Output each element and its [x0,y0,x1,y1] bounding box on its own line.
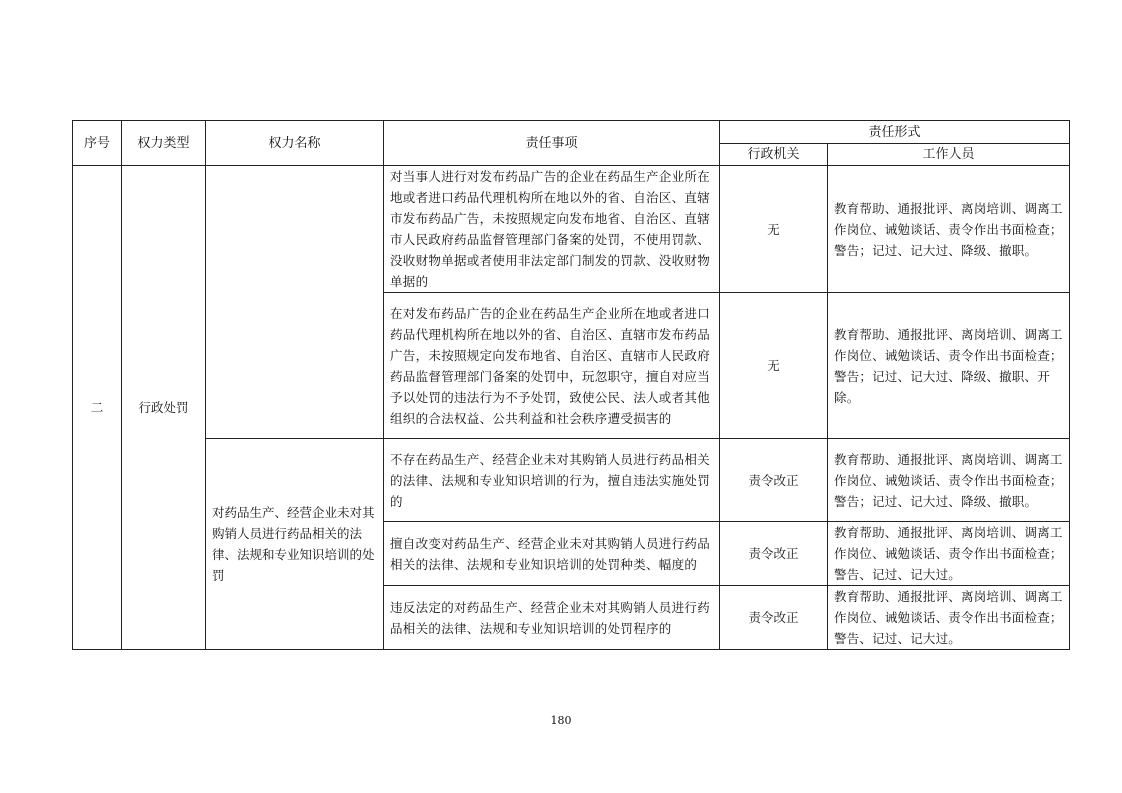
table-row [73,439,1070,522]
power-type-cell: 行政处罚 [122,166,206,650]
power-name-cell: 对药品生产、经营企业未对其购销人员进行药品相关的法律、法规和专业知识培训的处罚 [206,439,384,650]
staff-cell: 教育帮助、通报批评、离岗培训、调离工作岗位、诫勉谈话、责令作出书面检查；警告；记过、记大过、降级、撤职、开除。 [828,293,1070,439]
staff-cell: 教育帮助、通报批评、离岗培训、调离工作岗位、诫勉谈话、责令作出书面检查；警告、记过、记大过。 [828,522,1070,586]
staff-cell: 教育帮助、通报批评、离岗培训、调离工作岗位、诫勉谈话、责令作出书面检查；警告、记过、记大过。 [828,586,1070,650]
item-cell: 不存在药品生产、经营企业未对其购销人员进行药品相关的法律、法规和专业知识培训的行为，擅自违法实施处罚的 [384,439,720,522]
agency-cell: 责令改正 [720,439,828,522]
seq-cell: 二 [73,166,122,650]
agency-cell: 无 [720,166,828,293]
item-cell: 对当事人进行对发布药品广告的企业在药品生产企业所在地或者进口药品代理机构所在地以外的省、自治区、直辖市发布药品广告，未按照规定向发布地省、自治区、直辖市人民政府药品监督管理部门备案的处罚，不使用罚款、没收财物单据或者使用非法定部门制发的罚款、没收财物单据的 [384,166,720,293]
responsibility-table [72,120,1070,650]
header-resp-form: 责任形式 [720,121,1070,144]
item-cell: 擅自改变对药品生产、经营企业未对其购销人员进行药品相关的法律、法规和专业知识培训的处罚种类、幅度的 [384,522,720,586]
header-power-type: 权力类型 [122,121,206,166]
staff-cell: 教育帮助、通报批评、离岗培训、调离工作岗位、诫勉谈话、责令作出书面检查；警告；记过、记大过、降级、撤职。 [828,166,1070,293]
staff-cell: 教育帮助、通报批评、离岗培训、调离工作岗位、诫勉谈话、责令作出书面检查；警告；记过、记大过、降级、撤职。 [828,439,1070,522]
power-name-cell-empty [206,166,384,439]
header-responsibility: 责任事项 [384,121,720,166]
header-seq: 序号 [73,121,122,166]
item-cell: 在对发布药品广告的企业在药品生产企业所在地或者进口药品代理机构所在地以外的省、自治区、直辖市发布药品广告，未按照规定向发布地省、自治区、直辖市人民政府药品监督管理部门备案的处罚中，玩忽职守，擅自对应当予以处罚的违法行为不予处罚，致使公民、法人或者其他组织的合法权益、公共利益和社会秩序遭受损害的 [384,293,720,439]
item-cell: 违反法定的对药品生产、经营企业未对其购销人员进行药品相关的法律、法规和专业知识培训的处罚程序的 [384,586,720,650]
agency-cell: 责令改正 [720,586,828,650]
header-power-name: 权力名称 [206,121,384,166]
table-row [73,166,1070,293]
page-number: 180 [550,714,572,727]
agency-cell: 责令改正 [720,522,828,586]
header-agency: 行政机关 [720,144,828,166]
agency-cell: 无 [720,293,828,439]
header-staff: 工作人员 [828,144,1070,166]
